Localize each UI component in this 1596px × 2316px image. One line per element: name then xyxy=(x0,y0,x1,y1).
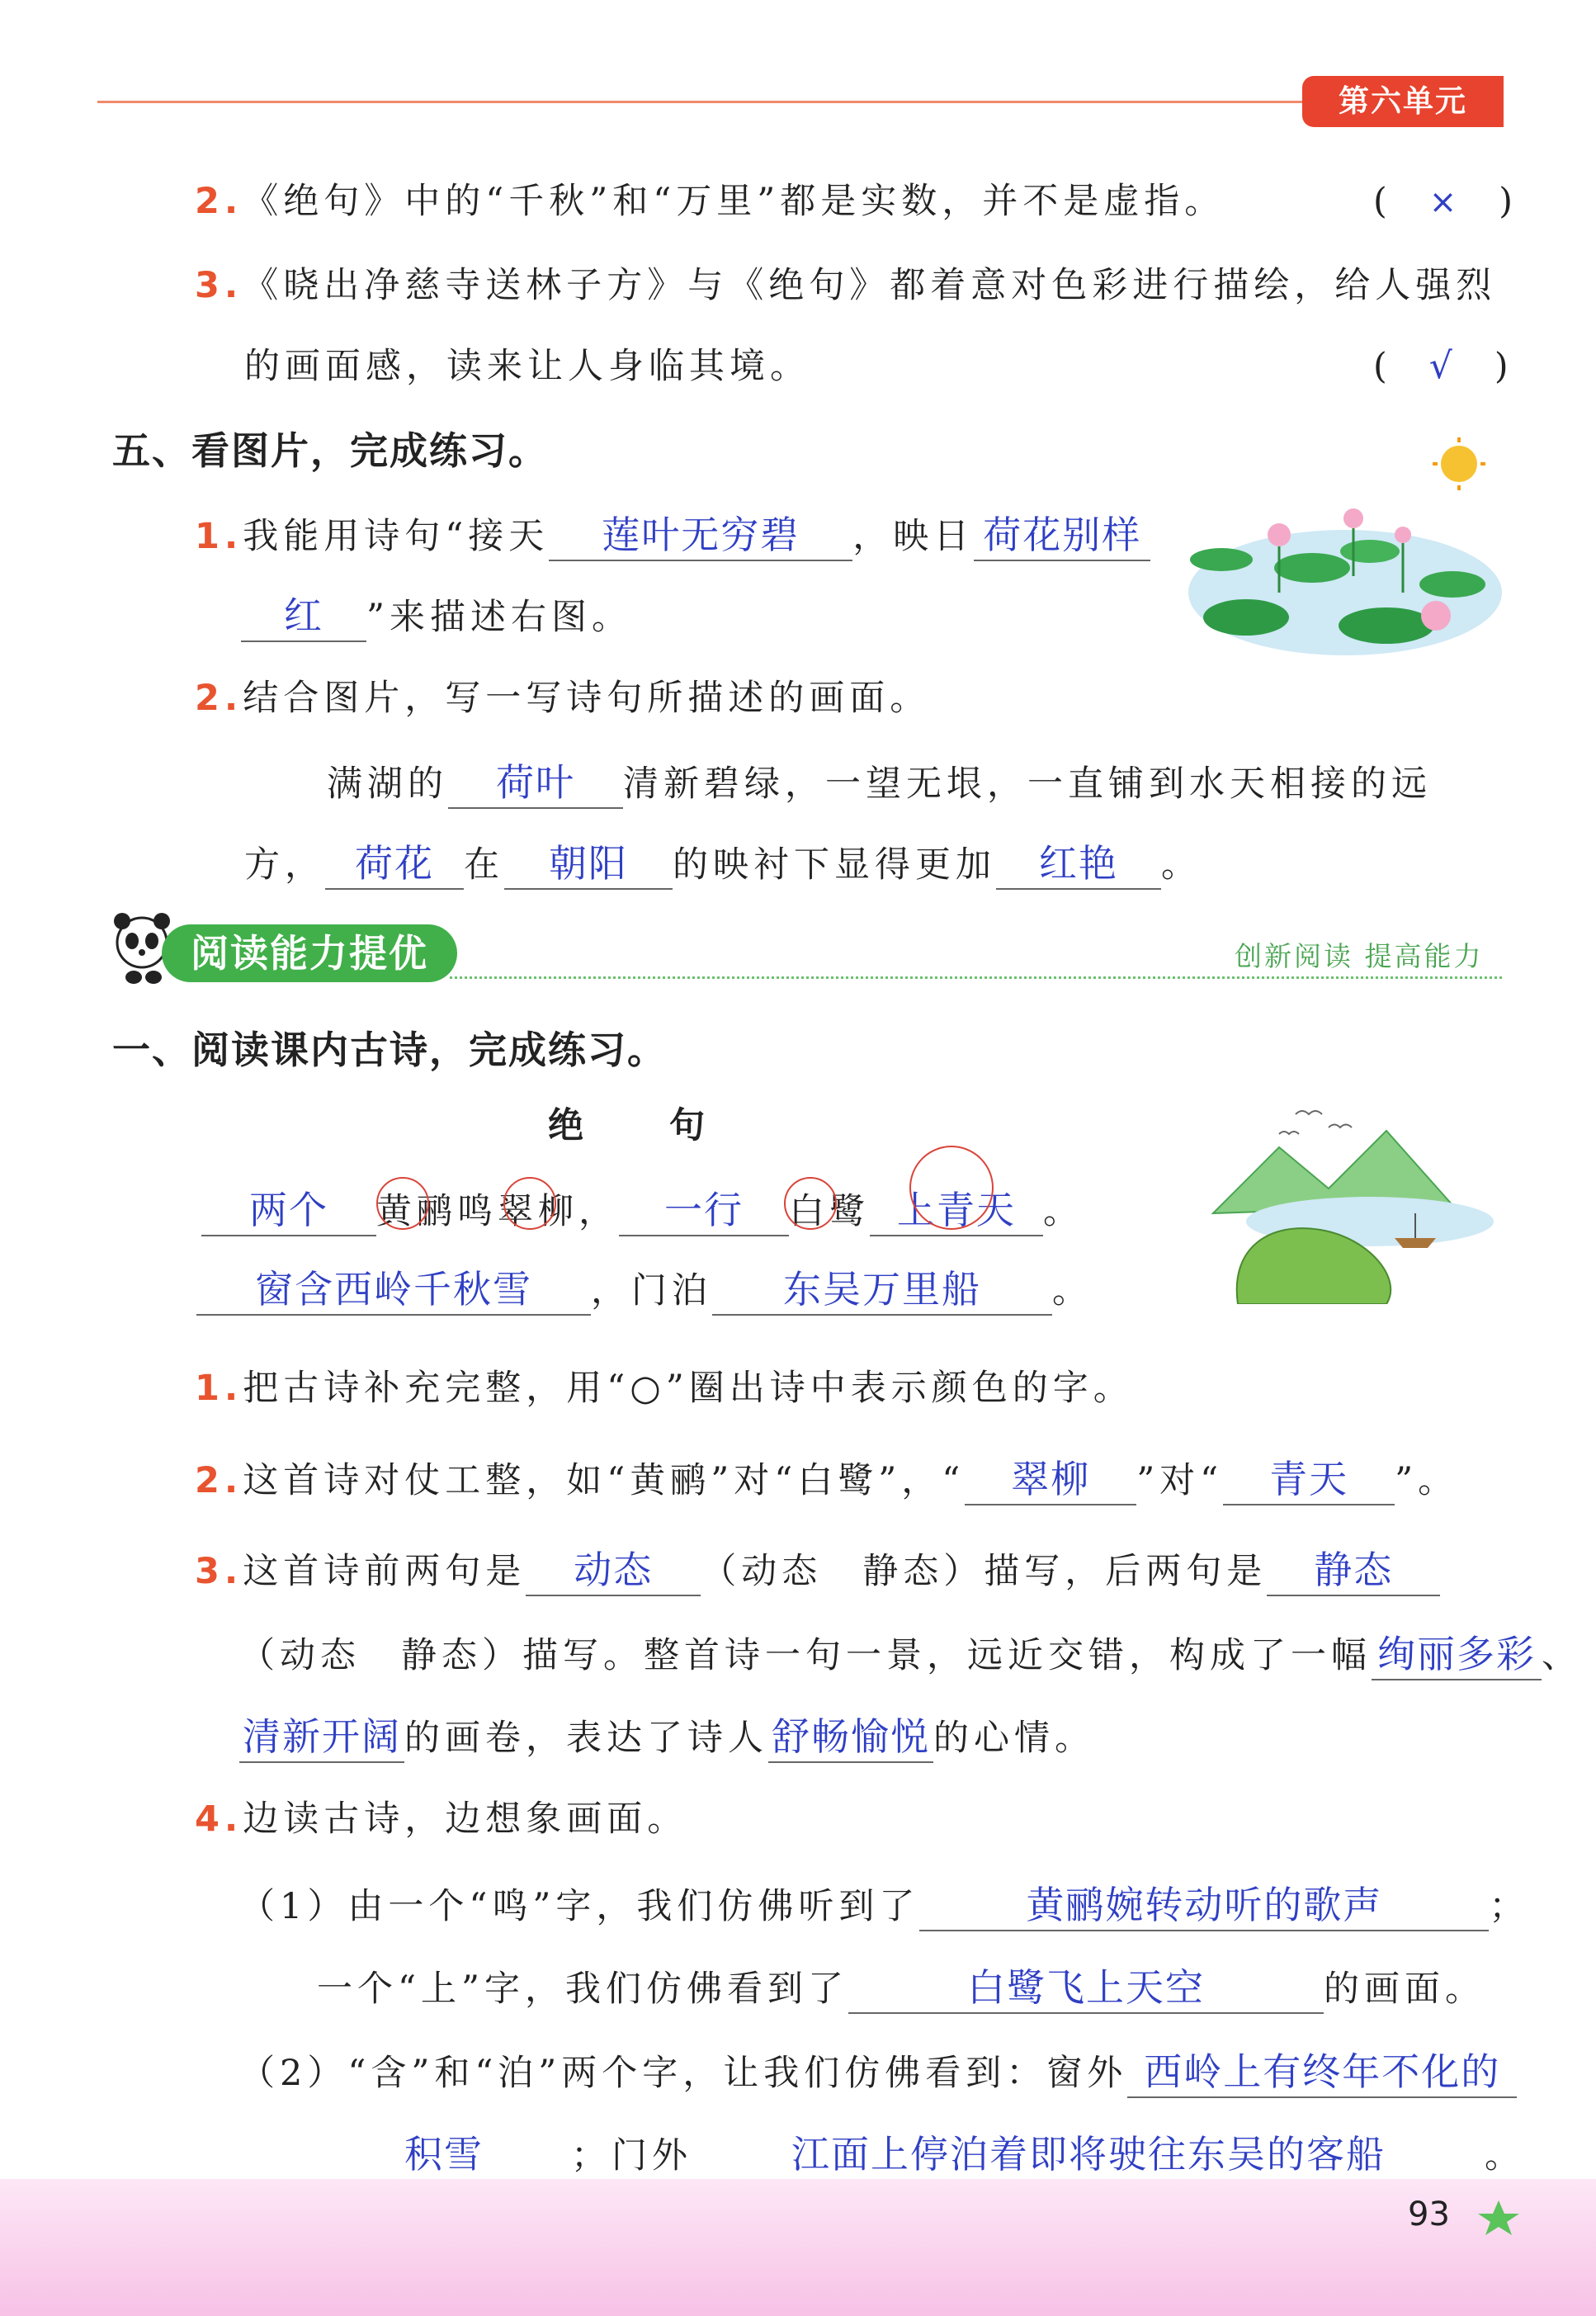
answer-blank: 一行 xyxy=(664,1188,744,1232)
answer-blank: 红艳 xyxy=(1039,841,1118,886)
answer-blank: 朝阳 xyxy=(549,841,628,886)
reading-banner: 阅读能力提优 xyxy=(162,924,457,982)
judge-item-2: 2.《绝句》中的“千秋”和“万里”都是实数，并不是虚指。 xyxy=(195,181,1225,222)
r-q4-p1: （1）由一个“鸣”字，我们仿佛听到了 黄鹂婉转动听的歌声 ； xyxy=(239,1875,1529,1931)
answer-blank: 清新开阔 xyxy=(243,1714,401,1759)
s5-q2-line1: 满湖的 荷叶 清新碧绿，一望无垠，一直铺到水天相接的远 xyxy=(327,753,1432,809)
s5-q2-prompt: 2.结合图片，写一写诗句所描述的画面。 xyxy=(195,678,931,719)
answer-blank: 红 xyxy=(284,593,323,638)
r-q4-p2: （2）“含”和“泊”两个字，让我们仿佛看到：窗外 西岭上有终年不化的 xyxy=(239,2042,1517,2098)
poem-title: 绝 句 xyxy=(548,1105,710,1146)
section-5-heading: 五、看图片，完成练习。 xyxy=(112,428,548,473)
answer-blank: 上青天 xyxy=(897,1188,1016,1232)
poem-illustration xyxy=(1205,1098,1502,1304)
poem-line-1: 两个 黄鹂鸣翠柳， 一行 白鹭 上青天 。 xyxy=(201,1180,1084,1236)
s5-q1-line1: 1.我能用诗句“接天 莲叶无穷碧 ，映日 荷花别样 xyxy=(195,505,1150,561)
judge-item-3-line2: 的画面感，读来让人身临其境。 xyxy=(244,346,810,387)
banner-dotted-rule xyxy=(450,976,1502,979)
page-number: 93 xyxy=(1408,2195,1450,2233)
r-q3-line2: （动态 静态）描写。整首诗一句一景，远近交错，构成了一幅 绚丽多彩 、 xyxy=(239,1624,1582,1680)
r-q4-prompt: 4.边读古诗，边想象画面。 xyxy=(195,1798,688,1840)
s5-q2-line2: 方， 荷花 在 朝阳 的映衬下显得更加 红艳 。 xyxy=(244,834,1202,890)
answer-blank: 荷叶 xyxy=(496,760,575,805)
answer-blank: 绚丽多彩 xyxy=(1377,1632,1536,1676)
poem-line-2: 窗含西岭千秋雪 ，门泊 东吴万里船 。 xyxy=(196,1260,1093,1316)
sun-icon xyxy=(1441,446,1477,482)
r-q3-line1: 3.这首诗前两句是 动态 （动态 静态）描写，后两句是 静态 xyxy=(195,1540,1440,1596)
answer-blank: 东吴万里船 xyxy=(783,1267,981,1312)
judge-answer-2: ( × ) xyxy=(1373,181,1517,222)
judge-item-3: 3.《晓出净慈寺送林子方》与《绝句》都着意对色彩进行描绘，给人强烈 xyxy=(195,265,1497,306)
color-circle-huang xyxy=(376,1177,429,1230)
answer-blank: 白鹭飞上天空 xyxy=(966,1965,1205,2010)
answer-blank: 青天 xyxy=(1269,1457,1349,1501)
answer-blank: 黄鹂婉转动听的歌声 xyxy=(1026,1883,1383,1927)
answer-blank: 翠柳 xyxy=(1011,1457,1091,1501)
answer-blank: 窗含西岭千秋雪 xyxy=(255,1267,532,1312)
answer-blank: 静态 xyxy=(1314,1548,1394,1592)
s5-q1-line2: 红 ”来描述右图。 xyxy=(241,586,632,642)
star-icon xyxy=(1474,2197,1523,2238)
answer-blank: 积雪 xyxy=(404,2132,484,2177)
answer-blank: 舒畅愉悦 xyxy=(772,1714,930,1759)
unit-tab: 第六单元 xyxy=(1302,76,1504,127)
r-q4-p1b: 一个“上”字，我们仿佛看到了 白鹭飞上天空 的画面。 xyxy=(317,1958,1485,2014)
lotus-pond-illustration xyxy=(1188,436,1506,660)
r-q4-p2b: 积雪 ；门外 江面上停泊着即将驶往东吴的客船 。 xyxy=(317,2125,1525,2181)
color-circle-qing xyxy=(909,1146,994,1230)
r-q2: 2.这首诗对仗工整，如“黄鹂”对“白鹭”，“ 翠柳 ”对“ 青天 ”。 xyxy=(195,1449,1458,1505)
r-q3-line3: 清新开阔的画卷，表达了诗人舒畅愉悦的心情。 xyxy=(239,1707,1095,1763)
banner-subtitle: 创新阅读 提高能力 xyxy=(1235,940,1484,972)
reading-heading: 一、阅读课内古诗，完成练习。 xyxy=(112,1028,667,1072)
r-q1: 1.把古诗补充完整，用“○”圈出诗中表示颜色的字。 xyxy=(195,1368,1134,1409)
header-rule xyxy=(97,101,1319,103)
judge-answer-3: ( √ ) xyxy=(1373,345,1512,387)
answer-blank: 两个 xyxy=(249,1188,328,1232)
color-circle-bai xyxy=(784,1177,837,1230)
answer-blank: 荷花 xyxy=(355,841,434,886)
color-circle-cui xyxy=(503,1177,556,1230)
answer-blank: 西岭上有终年不化的 xyxy=(1144,2049,1501,2094)
answer-blank: 江面上停泊着即将驶往东吴的客船 xyxy=(791,2132,1386,2177)
answer-blank: 莲叶无穷碧 xyxy=(602,513,800,557)
answer-blank: 动态 xyxy=(574,1548,654,1592)
footer-band xyxy=(0,2179,1596,2316)
answer-blank: 荷花别样 xyxy=(983,513,1142,557)
